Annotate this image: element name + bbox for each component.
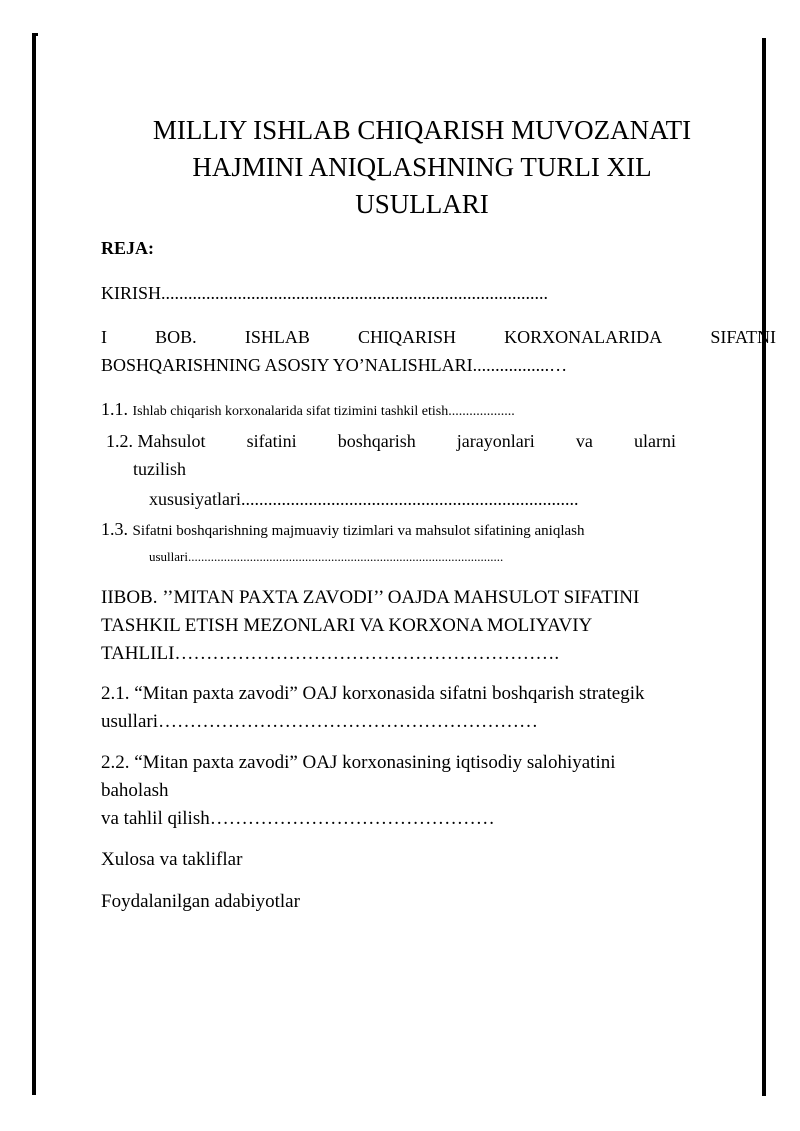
toc-section-1-3-line2: usullari................................................................................................. bbox=[149, 549, 504, 564]
section-text: Sifatni boshqarishning majmuaviy tizimlari va mahsulot sifatining aniqlash bbox=[132, 523, 585, 539]
title-line: MILLIY ISHLAB CHIQARISH MUVOZANATI bbox=[152, 115, 692, 145]
toc-section-1-3 bbox=[101, 519, 585, 540]
toc-chapter1-line2: BOSHQARISHNING ASOSIY YO’NALISHLARI.................… bbox=[101, 355, 568, 375]
toc-word: ularni bbox=[633, 431, 676, 451]
toc-section-2-2-line1: 2.2. “Mitan paxta zavodi” OAJ korxonasining iqtisodiy salohiyatini bbox=[101, 752, 616, 773]
toc-word: I bbox=[101, 327, 107, 347]
toc-word: va bbox=[575, 431, 593, 451]
page-border-left bbox=[32, 33, 36, 1095]
toc-section-2-2-line2: baholash bbox=[101, 780, 169, 801]
toc-section-1-2-line2: tuzilish bbox=[133, 459, 186, 479]
toc-word: sifatini bbox=[246, 431, 297, 451]
toc-word: 1.2. Mahsulot bbox=[106, 431, 206, 451]
toc-references: Foydalanilgan adabiyotlar bbox=[101, 891, 300, 912]
toc-chapter2-line3: TAHLILI……………………………………………………. bbox=[101, 643, 560, 664]
title-line: HAJMINI ANIQLASHNING TURLI XIL bbox=[192, 152, 652, 182]
page-border-corner bbox=[32, 33, 38, 36]
toc-section-1-2-line1 bbox=[106, 431, 676, 452]
toc-chapter2-line1: IIBOB. ’’MITAN PAXTA ZAVODI’’ OAJDA MAHSULOT SIFATINI bbox=[101, 587, 640, 608]
toc-section-1-1 bbox=[101, 399, 515, 420]
toc-word: boshqarish bbox=[337, 431, 416, 451]
section-text: Ishlab chiqarish korxonalarida sifat tizimini tashkil etish................... bbox=[132, 404, 515, 419]
section-number: 1.3. bbox=[101, 519, 128, 539]
toc-word: CHIQARISH bbox=[358, 327, 457, 347]
plan-heading: REJA: bbox=[101, 238, 154, 258]
toc-conclusion: Xulosa va takliflar bbox=[101, 849, 243, 870]
toc-section-2-1-line1: 2.1. “Mitan paxta zavodi” OAJ korxonasida sifatni boshqarish strategik bbox=[101, 683, 645, 704]
section-number: 1.1. bbox=[101, 399, 128, 419]
toc-section-2-2-line3: va tahlil qilish……………………………………… bbox=[101, 808, 495, 829]
toc-word: KORXONALARIDA bbox=[504, 327, 663, 347]
toc-introduction: KIRISH...................................................................................... bbox=[101, 283, 549, 303]
title-line: USULLARI bbox=[355, 189, 489, 219]
document-title bbox=[90, 112, 754, 223]
toc-chapter2-line2: TASHKIL ETISH MEZONLARI VA KORXONA MOLIYAVIY bbox=[101, 615, 593, 636]
toc-section-1-2-line3: xususiyatlari........................................................................... bbox=[149, 489, 579, 509]
toc-chapter1-line1 bbox=[101, 327, 776, 348]
toc-section-2-1-line2: usullari…………………………………………………… bbox=[101, 711, 538, 732]
page-border-right bbox=[762, 38, 766, 1096]
toc-word: SIFATNI bbox=[710, 327, 776, 347]
toc-word: jarayonlari bbox=[456, 431, 535, 451]
toc-word: BOB. bbox=[155, 327, 197, 347]
toc-word: ISHLAB bbox=[244, 327, 310, 347]
